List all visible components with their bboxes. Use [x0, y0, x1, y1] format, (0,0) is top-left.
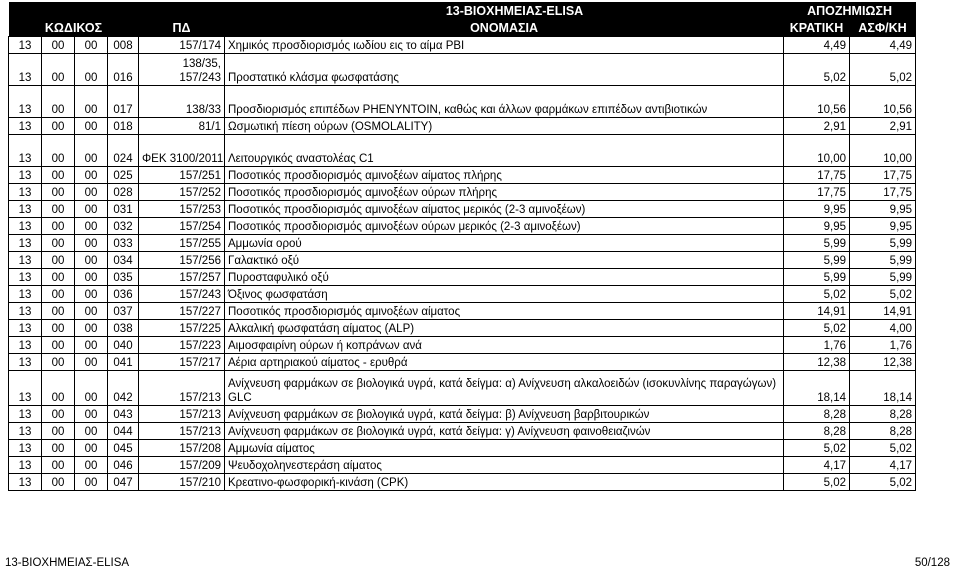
code-part-3: 00 [75, 354, 108, 371]
code-part-1: 13 [9, 269, 42, 286]
pd-cell: 157/209 [139, 457, 225, 474]
insurance-price-cell: 5,02 [850, 286, 916, 303]
code-part-3: 00 [75, 337, 108, 354]
code-part-1: 13 [9, 303, 42, 320]
table-row [9, 303, 916, 320]
code-part-2: 00 [42, 118, 75, 135]
state-price-cell: 5,99 [784, 252, 850, 269]
state-price-cell: 5,02 [784, 474, 850, 491]
table-row [9, 423, 916, 440]
code-part-2: 00 [42, 201, 75, 218]
state-price-cell: 8,28 [784, 406, 850, 423]
code-part-2: 00 [42, 406, 75, 423]
name-cell: Γαλακτικό οξύ [225, 252, 784, 269]
name-cell: Προστατικό κλάσμα φωσφατάσης [225, 54, 784, 86]
insurance-price-cell: 1,76 [850, 337, 916, 354]
state-price-cell: 10,56 [784, 86, 850, 118]
state-price-cell: 5,99 [784, 235, 850, 252]
pd-cell: 157/174 [139, 37, 225, 54]
code-part-1: 13 [9, 440, 42, 457]
name-cell: Αιμοσφαιρίνη ούρων ή κοπράνων ανά [225, 337, 784, 354]
table-row [9, 86, 916, 118]
code-part-1: 13 [9, 354, 42, 371]
state-price-cell: 5,99 [784, 269, 850, 286]
code-part-3: 00 [75, 457, 108, 474]
table-row [9, 371, 916, 406]
code-part-3: 00 [75, 423, 108, 440]
insurance-price-cell: 5,99 [850, 235, 916, 252]
code-part-1: 13 [9, 86, 42, 118]
pd-cell: ΦΕΚ 3100/2011 [139, 135, 225, 167]
state-price-cell: 18,14 [784, 371, 850, 406]
code-part-2: 00 [42, 252, 75, 269]
name-cell: Αμμωνία αίματος [225, 440, 784, 457]
state-price-cell: 5,02 [784, 320, 850, 337]
state-price-cell: 9,95 [784, 218, 850, 235]
code-part-3: 00 [75, 184, 108, 201]
pd-cell: 157/257 [139, 269, 225, 286]
code-part-2: 00 [42, 86, 75, 118]
code-part-4: 044 [108, 423, 139, 440]
insurance-price-cell: 9,95 [850, 218, 916, 235]
name-cell: Ποσοτικός προσδιορισμός αμινοξέων ούρων μερικός (2-3 αμινοξέων) [225, 218, 784, 235]
code-part-2: 00 [42, 320, 75, 337]
name-cell: Κρεατινο-φωσφορική-κινάση (CPK) [225, 474, 784, 491]
code-part-1: 13 [9, 135, 42, 167]
pd-cell: 138/35, 157/243 [139, 54, 225, 86]
code-part-2: 00 [42, 184, 75, 201]
code-part-1: 13 [9, 457, 42, 474]
table-row [9, 286, 916, 303]
sheet-title: 13-ΒΙΟΧΗΜΕΙΑΣ-ELISA [9, 2, 784, 19]
pd-cell: 157/255 [139, 235, 225, 252]
code-part-2: 00 [42, 286, 75, 303]
name-cell: Αέρια αρτηριακού αίματος - ερυθρά [225, 354, 784, 371]
code-part-2: 00 [42, 303, 75, 320]
table-row [9, 118, 916, 135]
code-part-1: 13 [9, 286, 42, 303]
insurance-price-cell: 10,56 [850, 86, 916, 118]
name-cell: Ωσμωτική πίεση ούρων (OSMOLALITY) [225, 118, 784, 135]
code-part-1: 13 [9, 118, 42, 135]
table-body [9, 37, 916, 491]
pd-cell: 138/33 [139, 86, 225, 118]
code-part-4: 031 [108, 201, 139, 218]
state-price-cell: 10,00 [784, 135, 850, 167]
insurance-price-cell: 17,75 [850, 167, 916, 184]
code-part-3: 00 [75, 135, 108, 167]
code-part-3: 00 [75, 218, 108, 235]
pd-cell: 157/254 [139, 218, 225, 235]
name-cell: Όξινος φωσφατάση [225, 286, 784, 303]
state-price-cell: 14,91 [784, 303, 850, 320]
code-part-2: 00 [42, 457, 75, 474]
state-price-cell: 5,02 [784, 286, 850, 303]
code-part-4: 042 [108, 371, 139, 406]
name-cell: Ποσοτικός προσδιορισμός αμινοξέων αίματος πλήρης [225, 167, 784, 184]
price-table [8, 2, 916, 491]
table-row [9, 54, 916, 86]
code-part-1: 13 [9, 252, 42, 269]
code-part-4: 033 [108, 235, 139, 252]
code-part-4: 036 [108, 286, 139, 303]
name-cell: Πυροσταφυλικό οξύ [225, 269, 784, 286]
insurance-price-cell: 2,91 [850, 118, 916, 135]
pd-cell: 157/256 [139, 252, 225, 269]
name-cell: Χημικός προσδιορισμός ιωδίου εις το αίμα PBI [225, 37, 784, 54]
state-price-cell: 4,17 [784, 457, 850, 474]
code-part-1: 13 [9, 235, 42, 252]
table-row [9, 354, 916, 371]
code-part-4: 017 [108, 86, 139, 118]
code-part-3: 00 [75, 118, 108, 135]
code-part-4: 018 [108, 118, 139, 135]
footer-page-number: 50/128 [914, 557, 950, 569]
code-part-3: 00 [75, 235, 108, 252]
table-row [9, 474, 916, 491]
insurance-price-cell: 5,02 [850, 440, 916, 457]
code-part-2: 00 [42, 167, 75, 184]
code-part-4: 016 [108, 54, 139, 86]
insurance-price-cell: 5,02 [850, 474, 916, 491]
insurance-price-cell: 5,99 [850, 252, 916, 269]
name-cell: Ανίχνευση φαρμάκων σε βιολογικά υγρά, κατά δείγμα: α) Ανίχνευση αλκαλοειδών (ισοκυνλίνης παραγώγων) GLC [225, 371, 784, 406]
pd-cell: 157/225 [139, 320, 225, 337]
code-part-1: 13 [9, 201, 42, 218]
insurance-price-cell: 18,14 [850, 371, 916, 406]
code-part-4: 034 [108, 252, 139, 269]
pd-cell: 157/223 [139, 337, 225, 354]
table-row [9, 37, 916, 54]
state-price-cell: 17,75 [784, 167, 850, 184]
table-row [9, 406, 916, 423]
code-part-1: 13 [9, 371, 42, 406]
col-name-header: ΟΝΟΜΑΣΙΑ [225, 19, 784, 37]
insurance-price-cell: 17,75 [850, 184, 916, 201]
code-part-3: 00 [75, 54, 108, 86]
name-cell: Ψευδοχοληνεστεράση αίματος [225, 457, 784, 474]
code-part-4: 045 [108, 440, 139, 457]
pd-cell: 157/213 [139, 423, 225, 440]
table-row [9, 337, 916, 354]
code-part-3: 00 [75, 86, 108, 118]
state-price-cell: 4,49 [784, 37, 850, 54]
name-cell: Λειτουργικός αναστολέας C1 [225, 135, 784, 167]
table-row [9, 269, 916, 286]
state-price-cell: 9,95 [784, 201, 850, 218]
code-part-4: 032 [108, 218, 139, 235]
name-cell: Προσδιορισμός επιπέδων PHENYNTOIN, καθώς και άλλων φαρμάκων επιπέδων αντιβιοτικών [225, 86, 784, 118]
column-header-row [9, 19, 916, 37]
insurance-price-cell: 10,00 [850, 135, 916, 167]
state-price-cell: 5,02 [784, 440, 850, 457]
insurance-price-cell: 5,02 [850, 54, 916, 86]
code-part-2: 00 [42, 135, 75, 167]
code-part-2: 00 [42, 269, 75, 286]
code-part-4: 041 [108, 354, 139, 371]
code-part-1: 13 [9, 406, 42, 423]
code-part-3: 00 [75, 269, 108, 286]
table-row [9, 320, 916, 337]
code-part-4: 046 [108, 457, 139, 474]
table-row [9, 135, 916, 167]
table-row [9, 184, 916, 201]
table-row [9, 235, 916, 252]
code-part-2: 00 [42, 474, 75, 491]
code-part-4: 043 [108, 406, 139, 423]
name-cell: Ποσοτικός προσδιορισμός αμινοξέων ούρων πλήρης [225, 184, 784, 201]
code-part-3: 00 [75, 474, 108, 491]
code-part-3: 00 [75, 201, 108, 218]
pd-cell: 157/243 [139, 286, 225, 303]
code-part-4: 035 [108, 269, 139, 286]
insurance-price-cell: 14,91 [850, 303, 916, 320]
title-row [9, 2, 916, 19]
code-part-3: 00 [75, 303, 108, 320]
code-part-1: 13 [9, 337, 42, 354]
code-part-1: 13 [9, 218, 42, 235]
code-part-2: 00 [42, 354, 75, 371]
table-row [9, 440, 916, 457]
code-part-4: 040 [108, 337, 139, 354]
footer-sheet-name: 13-ΒΙΟΧΗΜΕΙΑΣ-ELISA [5, 557, 130, 569]
name-cell: Ανίχνευση φαρμάκων σε βιολογικά υγρά, κατά δείγμα: γ) Ανίχνευση φαινοθειαζινών [225, 423, 784, 440]
code-part-4: 038 [108, 320, 139, 337]
insurance-price-cell: 8,28 [850, 423, 916, 440]
state-price-cell: 2,91 [784, 118, 850, 135]
code-part-1: 13 [9, 167, 42, 184]
code-part-3: 00 [75, 252, 108, 269]
name-cell: Ποσοτικός προσδιορισμός αμινοξέων αίματος [225, 303, 784, 320]
table-row [9, 457, 916, 474]
insurance-price-cell: 9,95 [850, 201, 916, 218]
table-row [9, 167, 916, 184]
code-part-3: 00 [75, 371, 108, 406]
price-list-sheet [8, 2, 915, 491]
col-state-header: ΚΡΑΤΙΚΗ [784, 19, 850, 37]
code-part-3: 00 [75, 167, 108, 184]
code-part-3: 00 [75, 320, 108, 337]
code-part-1: 13 [9, 54, 42, 86]
code-part-1: 13 [9, 423, 42, 440]
state-price-cell: 12,38 [784, 354, 850, 371]
code-part-3: 00 [75, 406, 108, 423]
insurance-price-cell: 4,17 [850, 457, 916, 474]
code-part-1: 13 [9, 184, 42, 201]
code-part-4: 025 [108, 167, 139, 184]
code-part-1: 13 [9, 37, 42, 54]
name-cell: Ανίχνευση φαρμάκων σε βιολογικά υγρά, κατά δείγμα: β) Ανίχνευση βαρβιτουρικών [225, 406, 784, 423]
name-cell: Ποσοτικός προσδιορισμός αμινοξέων αίματος μερικός (2-3 αμινοξέων) [225, 201, 784, 218]
state-price-cell: 8,28 [784, 423, 850, 440]
state-price-cell: 1,76 [784, 337, 850, 354]
table-row [9, 201, 916, 218]
code-part-2: 00 [42, 235, 75, 252]
code-part-3: 00 [75, 286, 108, 303]
pd-cell: 81/1 [139, 118, 225, 135]
reimbursement-header: ΑΠΟΖΗΜΙΩΣΗ [784, 2, 916, 19]
state-price-cell: 17,75 [784, 184, 850, 201]
code-part-4: 037 [108, 303, 139, 320]
pd-cell: 157/210 [139, 474, 225, 491]
pd-cell: 157/251 [139, 167, 225, 184]
pd-cell: 157/227 [139, 303, 225, 320]
code-part-2: 00 [42, 54, 75, 86]
insurance-price-cell: 12,38 [850, 354, 916, 371]
code-part-2: 00 [42, 423, 75, 440]
code-part-2: 00 [42, 37, 75, 54]
insurance-price-cell: 4,49 [850, 37, 916, 54]
name-cell: Αλκαλική φωσφατάση αίματος (ALP) [225, 320, 784, 337]
insurance-price-cell: 4,00 [850, 320, 916, 337]
code-part-4: 008 [108, 37, 139, 54]
pd-cell: 157/213 [139, 371, 225, 406]
col-pd-header: ΠΔ [139, 19, 225, 37]
pd-cell: 157/253 [139, 201, 225, 218]
code-part-2: 00 [42, 440, 75, 457]
code-part-1: 13 [9, 474, 42, 491]
pd-cell: 157/217 [139, 354, 225, 371]
code-part-3: 00 [75, 440, 108, 457]
code-part-4: 047 [108, 474, 139, 491]
pd-cell: 157/213 [139, 406, 225, 423]
name-cell: Αμμωνία ορού [225, 235, 784, 252]
code-part-1: 13 [9, 320, 42, 337]
insurance-price-cell: 8,28 [850, 406, 916, 423]
col-code-header: ΚΩΔΙΚΟΣ [9, 19, 139, 37]
state-price-cell: 5,02 [784, 54, 850, 86]
code-part-2: 00 [42, 218, 75, 235]
code-part-3: 00 [75, 37, 108, 54]
code-part-2: 00 [42, 337, 75, 354]
col-insurance-header: ΑΣΦ/ΚΗ [850, 19, 916, 37]
code-part-2: 00 [42, 371, 75, 406]
table-row [9, 252, 916, 269]
pd-cell: 157/208 [139, 440, 225, 457]
code-part-4: 028 [108, 184, 139, 201]
table-row [9, 218, 916, 235]
pd-cell: 157/252 [139, 184, 225, 201]
code-part-4: 024 [108, 135, 139, 167]
insurance-price-cell: 5,99 [850, 269, 916, 286]
